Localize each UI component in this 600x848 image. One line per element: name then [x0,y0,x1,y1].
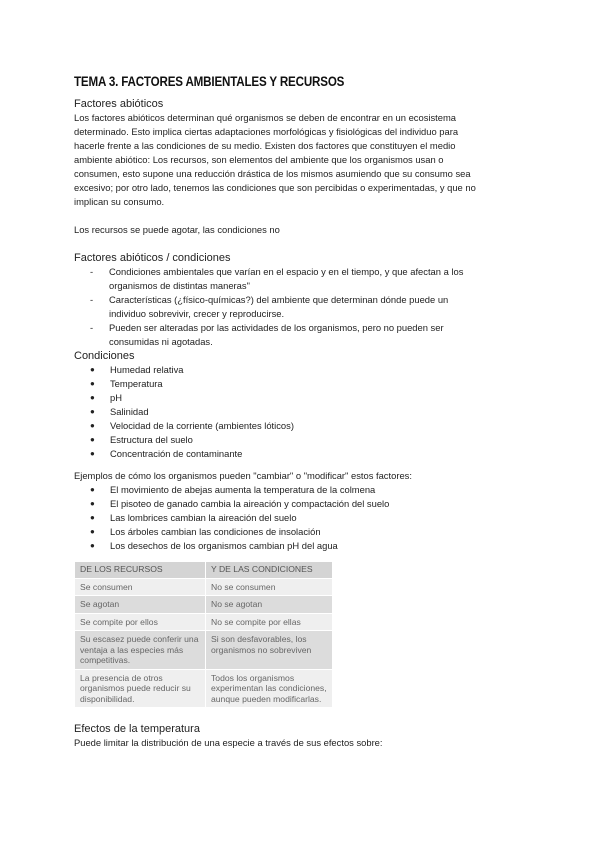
table-row [75,596,333,614]
list-item-text: Salinidad [110,406,149,417]
list-item [74,447,534,461]
list-item-text: Las lombrices cambian la aireación del suelo [110,512,297,523]
bullet-icon: ● [90,407,95,416]
list-item-text: Los desechos de los organismos cambian pH del agua [110,540,338,551]
dash-list [74,265,534,349]
table-cell: Su escasez puede conferir una ventaja a las especies más competitivas. [75,631,206,670]
list-item-line: individuo sobrevivir, crecer y reproducirse. [109,308,285,319]
list-item [74,419,534,433]
list-item [74,483,534,497]
list-item [74,377,534,391]
paragraph-line: consumen, esto supone una reducción drástica de los mismos asumiendo que su consumo sea [74,168,471,179]
document-page [74,74,534,750]
table-row [75,578,333,596]
paragraph-line: excesivo; por otro lado, tenemos las condiciones que son percibidas o experimentadas, y que no [74,182,476,193]
list-item-text: El movimiento de abejas aumenta la temperatura de la colmena [110,484,376,495]
table-row [75,613,333,631]
dash-marker: - [90,294,94,305]
list-item [74,321,534,349]
table-header-condiciones: Y DE LAS CONDICIONES [206,562,333,579]
bullet-icon: ● [90,435,95,444]
table-cell: Todos los organismos experimentan las condiciones, aunque pueden modificarlas. [206,669,333,708]
list-item-text: Estructura del suelo [110,434,193,445]
bullet-icon: ● [90,485,95,494]
list-item-text: Velocidad de la corriente (ambientes lóticos) [110,420,294,431]
paragraph-line: ambiente abiótico: Los recursos, son elementos del ambiente que los organismos usan o [74,154,444,165]
table-cell: La presencia de otros organismos puede reducir su disponibilidad. [75,669,206,708]
table-cell: No se consumen [206,578,333,596]
paragraph-line: hacerle frente a las condiciones de su medio. Existen dos factores que constituyen el medio [74,140,456,151]
paragraph-line: determinado. Esto implica ciertas adaptaciones morfológicas y fisiológicas del individuo para [74,126,459,137]
table-cell: No se agotan [206,596,333,614]
bullet-icon: ● [90,513,95,522]
dash-marker: - [90,322,94,333]
list-item [74,511,534,525]
section-heading-condiciones-abioticas: Factores abióticos / condiciones [74,252,231,264]
conditions-list [74,363,534,461]
examples-list [74,483,534,553]
list-item-line: Condiciones ambientales que varían en el espacio y en el tiempo, y que afectan a los [109,266,464,277]
bullet-icon: ● [90,499,95,508]
list-item-text: El pisoteo de ganado cambia la aireación y compactación del suelo [110,498,390,509]
table-cell: Se compite por ellos [75,613,206,631]
bullet-icon: ● [90,393,95,402]
table-cell: Se consumen [75,578,206,596]
bullet-icon: ● [90,365,95,374]
bullet-icon: ● [90,379,95,388]
bullet-icon: ● [90,421,95,430]
comparison-table [74,561,333,708]
list-item-line: Pueden ser alteradas por las actividades de los organismos, pero no pueden ser [109,322,444,333]
temperature-line: Puede limitar la distribución de una especie a través de sus efectos sobre: [74,737,383,748]
list-item-line: consumidas ni agotadas. [109,336,213,347]
list-item-text: pH [110,392,122,403]
section-heading-temperatura: Efectos de la temperatura [74,723,200,735]
table-cell: Si son desfavorables, los organismos no sobreviven [206,631,333,670]
paragraph-line: Los factores abióticos determinan qué organismos se deben de encontrar en un ecosistema [74,112,456,123]
section-heading-condiciones: Condiciones [74,350,135,362]
dash-marker: - [90,266,94,277]
paragraph-line: implican su consumo. [74,196,165,207]
list-item [74,391,534,405]
list-item-line: organismos de distintas maneras" [109,280,250,291]
table-cell: No se compite por ellas [206,613,333,631]
list-item-text: Concentración de contaminante [110,448,243,459]
table-header-recursos: DE LOS RECURSOS [75,562,206,579]
table-row [75,669,333,708]
table-cell: Se agotan [75,596,206,614]
intro-paragraph [74,111,534,209]
bullet-icon: ● [90,527,95,536]
list-item [74,497,534,511]
list-item [74,293,534,321]
list-item-line: Características (¿físico-químicas?) del ambiente que determinan dónde puede un [109,294,449,305]
list-item [74,265,534,293]
list-item-text: Humedad relativa [110,364,184,375]
list-item-text: Los árboles cambian las condiciones de insolación [110,526,321,537]
list-item [74,539,534,553]
list-item [74,525,534,539]
list-item [74,433,534,447]
section-heading-factores-abioticos: Factores abióticos [74,98,164,110]
page-title: TEMA 3. FACTORES AMBIENTALES Y RECURSOS [74,74,345,89]
list-item [74,405,534,419]
note-line: Los recursos se puede agotar, las condiciones no [74,224,280,235]
bullet-icon: ● [90,541,95,550]
table-row [75,631,333,670]
list-item [74,363,534,377]
list-item-text: Temperatura [110,378,163,389]
examples-intro: Ejemplos de cómo los organismos pueden "cambiar" o "modificar" estos factores: [74,470,412,481]
bullet-icon: ● [90,449,95,458]
